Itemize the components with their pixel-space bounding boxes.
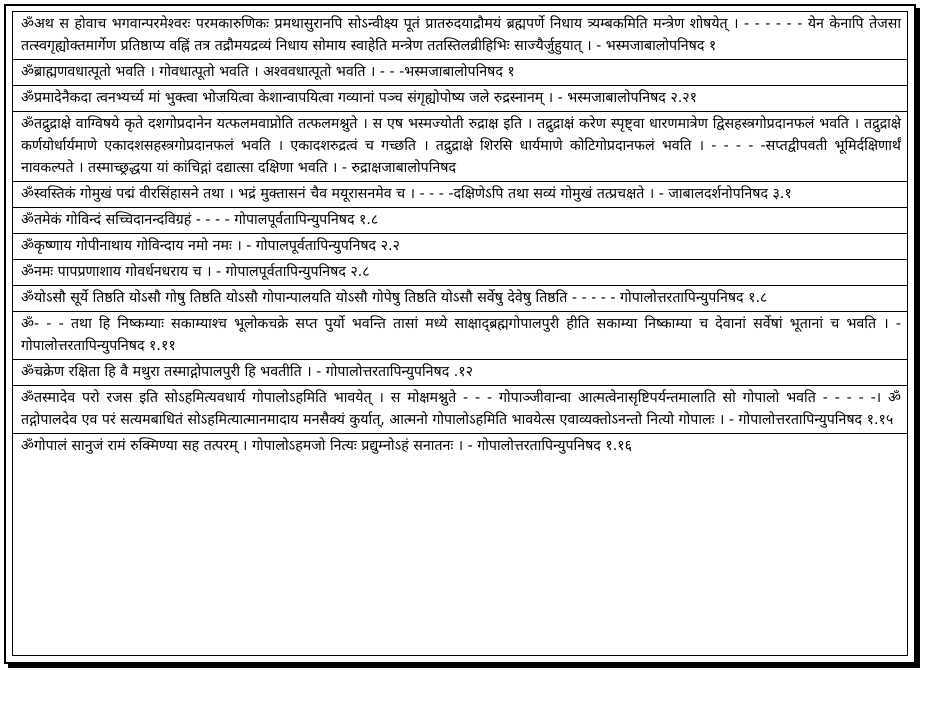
verse-row: ॐतमेकं गोविन्दं सच्चिदानन्दविग्रहं - - - - गोपालपूर्वतापिन्युपनिषद १.८	[13, 208, 907, 234]
verse-table	[12, 11, 908, 656]
verse-row: ॐकृष्णाय गोपीनाथाय गोविन्दाय नमो नमः । - गोपालपूर्वतापिन्युपनिषद २.२	[13, 234, 907, 260]
verse-row: ॐगोपालं सानुजं रामं रुक्मिण्या सह तत्परम् । गोपालोऽहमजो नित्यः प्रद्युम्नोऽहं सनातनः । - गोपालोत्तरतापिन्युपनिषद १.१६	[21, 438, 632, 454]
verse-row: ॐतद्रुद्राक्षे वाग्विषये कृते दशगोप्रदानेन यत्फलमवाप्नोति तत्फलमश्नुते । स एष भस्मज्योती रुद्राक्ष इति । तद्रुद्राक्षं करेण स्पृष्ट्वा धारणमात्रेण द्विसहस्त्रगोप्रदानफलं भवति । तद्रुद्राक्षे कर्णयोर्धार्यमाणे एकादशसहस्त्रगोप्रदानफलं भवति । एकादशरुद्रत्वं च गच्छति । तद्रुद्राक्षे शिरसि धार्यमाणे कोटिगोप्रदानफलं भवति । - - - - -सप्तद्वीपवती भूमिर्दक्षिणार्थं नावकल्पते । तस्माच्छ्रद्धया यां कांचिद्गां दद्यात्सा दक्षिणा भवति । - रुद्राक्षजाबालोपनिषद	[13, 112, 907, 182]
verse-row: ॐतस्मादेव परो रजस इति सोऽहमित्यवधार्य गोपालोऽहमिति भावयेत् । स मोक्षमश्नुते - - - गोपाञ्जीवान्वा आत्मत्वेनासृष्टिपर्यन्तमालाति सो गोपालो भवति - - - - -। ॐ तद्गोपालदेव एव परं सत्यमबाधितं सोऽहमित्यात्मानमादाय मनसैक्यं कुर्यात्, आत्मनो गोपालोऽहमिति भावयेत्स एवाव्यक्तोऽनन्तो नित्यो गोपालः । - गोपालोत्तरतापिन्युपनिषद १.१५	[13, 386, 907, 434]
verse-row: ॐअथ स होवाच भगवान्परमेश्वरः परमकारुणिकः प्रमथासुरानपि सोऽन्वीक्ष्य पूतं प्रातरुदयाद्रौमयं ब्रह्मपर्णे निधाय त्र्यम्बकमिति मन्त्रेण शोषयेत् । - - - - - - येन केनापि तेजसा तत्स्वगृह्योक्तमार्गेण प्रतिष्ठाप्य वह्निं तत्र तद्रौमयद्रव्यं निधाय सोमाय स्वाहेति मन्त्रेण ततस्तिलव्रीहिभिः साज्यैर्जुहुयात् । - भस्मजाबालोपनिषद १	[13, 12, 907, 60]
verse-row: ॐस्वस्तिकं गोमुखं पद्मं वीरसिंहासने तथा । भद्रं मुक्तासनं चैव मयूरासनमेव च । - - - -दक्षिणेऽपि तथा सव्यं गोमुखं तत्प्रचक्षते । - जाबालदर्शनोपनिषद ३.१	[13, 182, 907, 208]
verse-row: ॐयोऽसौ सूर्ये तिष्ठति योऽसौ गोषु तिष्ठति योऽसौ गोपान्पालयति योऽसौ गोपेषु तिष्ठति योऽसौ सर्वेषु देवेषु तिष्ठति - - - - - गोपालोत्तरतापिन्युपनिषद १.८	[13, 286, 907, 312]
document-frame	[4, 4, 916, 664]
verse-row: ॐ- - - तथा हि निष्कम्याः सकाम्याश्च भूलोकचक्रे सप्त पुर्यो भवन्ति तासां मध्ये साक्षाद्ब्रह्मगोपालपुरी हीति सकाम्या निष्काम्या च देवानां सर्वेषां भूतानां च भवति । - गोपालोत्तरतापिन्युपनिषद १.११	[13, 312, 907, 360]
verse-row: ॐनमः पापप्रणाशाय गोवर्धनधराय च । - गोपालपूर्वतापिन्युपनिषद २.८	[13, 260, 907, 286]
verse-row: ॐचक्रेण रक्षिता हि वै मथुरा तस्माद्गोपालपुरी हि भवतीति । - गोपालोत्तरतापिन्युपनिषद .१२	[13, 360, 907, 386]
verse-row: ॐब्राह्मणवधात्पूतो भवति । गोवधात्पूतो भवति । अश्ववधात्पूतो भवति । - - -भस्मजाबालोपनिषद १	[13, 60, 907, 86]
verse-row: ॐप्रमादेनैकदा त्वनभ्यर्च्य मां भुक्त्वा भोजयित्वा केशान्वापयित्वा गव्यानां पञ्च संगृह्योपोष्य जले रुद्रस्नानम् । - भस्मजाबालोपनिषद २.२१	[13, 86, 907, 112]
